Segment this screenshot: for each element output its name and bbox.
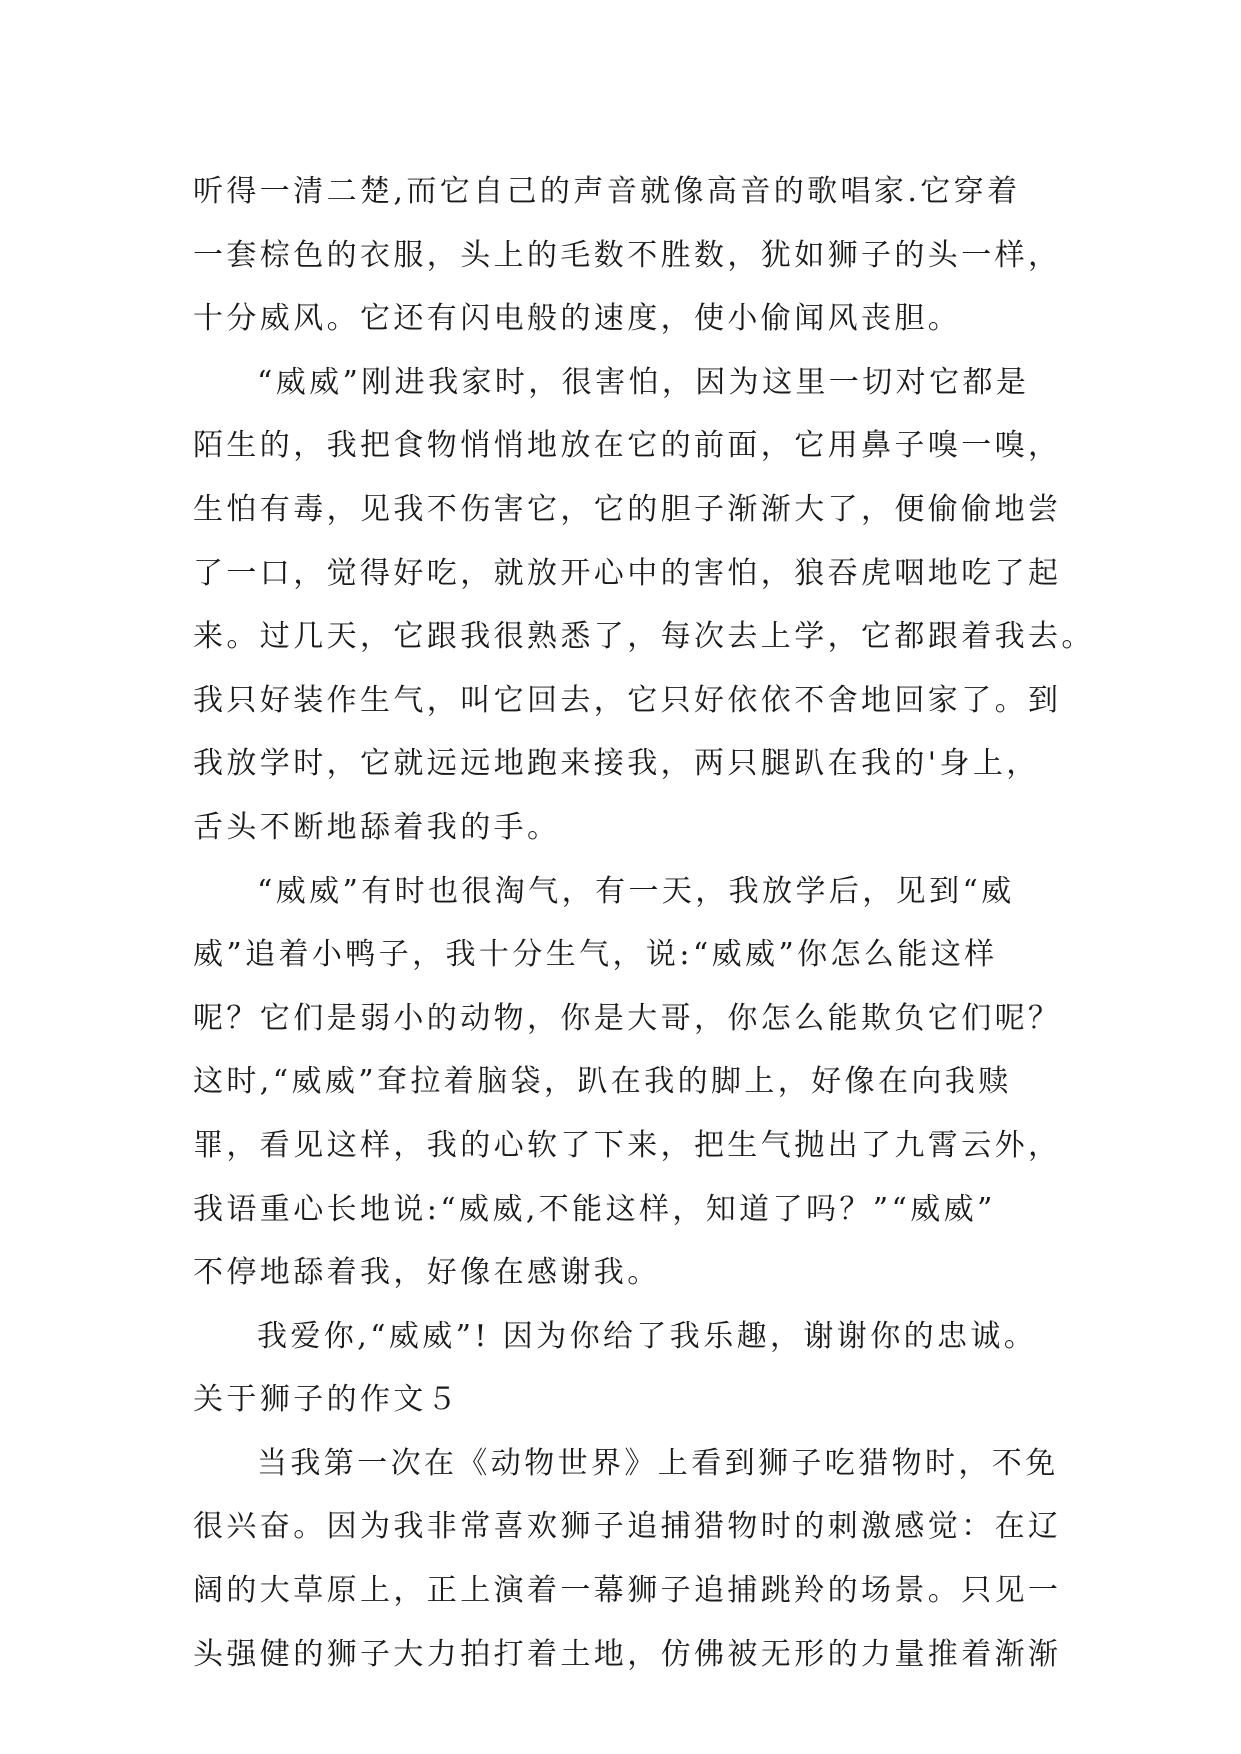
text-line: 舌头不断地舔着我的手。 — [193, 809, 561, 845]
text-line: 呢？它们是弱小的动物，你是大哥，你怎么能欺负它们呢？ — [193, 1000, 1062, 1036]
text-line: 这时,“威威”耷拉着脑袋，趴在我的脚上，好像在向我赎 — [193, 1064, 1012, 1100]
text-line: 罪，看见这样，我的心软了下来，把生气抛出了九霄云外， — [193, 1127, 1062, 1163]
text-line: 听得一清二楚,而它自己的声音就像高音的歌唱家.它穿着 — [193, 174, 1021, 209]
section-heading: 关于狮子的作文５ — [193, 1382, 461, 1418]
text-line: 了一口，觉得好吃，就放开心中的害怕，狼吞虎咽地吃了起 — [193, 555, 1062, 591]
text-line: 陌生的，我把食物悄悄地放在它的前面，它用鼻子嗅一嗅， — [193, 428, 1062, 464]
text-line: 一套棕色的衣服，头上的毛数不胜数，犹如狮子的头一样， — [193, 237, 1062, 273]
essay-text — [193, 160, 1095, 1686]
text-line: 阔的大草原上，正上演着一幕狮子追捕跳羚的场景。只见一 — [193, 1573, 1062, 1609]
text-line: 我放学时，它就远远地跑来接我，两只腿趴在我的'身上， — [193, 746, 1040, 782]
text-line: 十分威风。它还有闪电般的速度，使小偷闻风丧胆。 — [193, 301, 962, 337]
text-line: 头强健的狮子大力拍打着土地，仿佛被无形的力量推着渐渐 — [193, 1636, 1062, 1672]
text-line: 我语重心长地说:“威威,不能这样，知道了吗？”“威威” — [193, 1191, 996, 1227]
text-line: 来。过几天，它跟我很熟悉了，每次去上学，它都跟着我去。 — [193, 619, 1095, 655]
text-line: 不停地舔着我，好像在感谢我。 — [193, 1255, 661, 1291]
text-line: 威”追着小鸭子，我十分生气，说:“威威”你怎么能这样 — [193, 937, 998, 973]
paragraph-first-line: 我爱你,“威威”! 因为你给了我乐趣，谢谢你的忠诚。 — [257, 1318, 1038, 1354]
text-line: 很兴奋。因为我非常喜欢狮子追捕猎物时的刺激感觉：在辽 — [193, 1509, 1062, 1545]
paragraph-first-line: “威威”刚进我家时，很害怕，因为这里一切对它都是 — [257, 364, 1030, 400]
text-line: 我只好装作生气，叫它回去，它只好依依不舍地回家了。到 — [193, 682, 1062, 718]
text-line: 生怕有毒，见我不伤害它，它的胆子渐渐大了，便偷偷地尝 — [193, 491, 1062, 527]
paragraph-first-line: “威威”有时也很淘气，有一天，我放学后，见到“威 — [257, 873, 1015, 909]
paragraph-first-line: 当我第一次在《动物世界》上看到狮子吃猎物时，不免 — [257, 1445, 1059, 1481]
